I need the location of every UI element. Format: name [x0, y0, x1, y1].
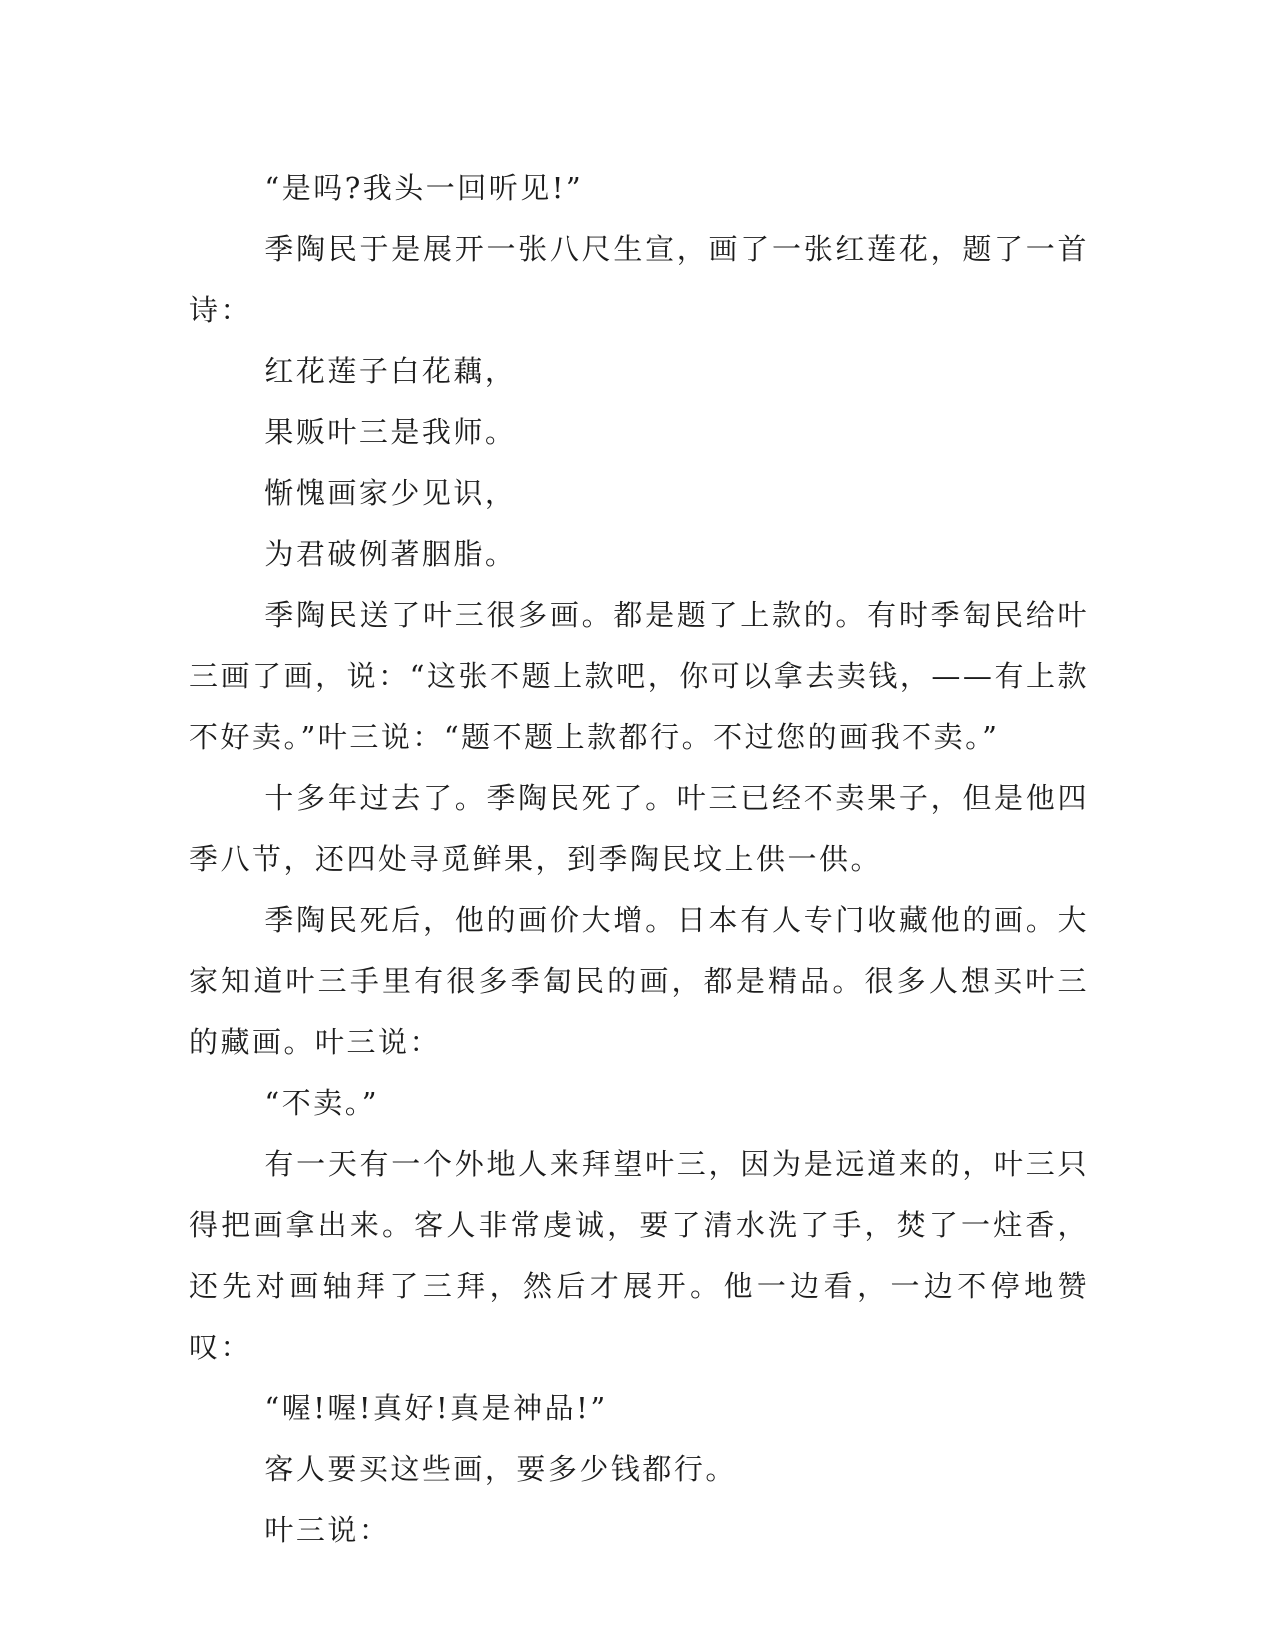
paragraph-praise: “喔!喔!真好!真是神品!” [264, 1391, 608, 1425]
paragraph-not-for-sale: “不卖。” [264, 1086, 380, 1120]
body-text [189, 158, 1089, 1561]
poem-line-2: 果贩叶三是我师。 [264, 415, 517, 449]
paragraph-ye-san-says: 叶三说： [264, 1513, 391, 1547]
paragraph-visitor: 有一天有一个外地人来拜望叶三，因为是远道来的，叶三只得把画拿出来。客人非常虔诚，要了清水洗了手，焚了一炷香，还先对画轴拜了三拜，然后才展开。他一边看，一边不停地赞叹： [189, 1147, 1089, 1364]
paragraph-offer: 客人要买这些画，要多少钱都行。 [264, 1452, 737, 1486]
paragraph-price-rise: 季陶民死后，他的画价大增。日本有人专门收藏他的画。大家知道叶三手里有很多季匐民的画，都是精品。很多人想买叶三的藏画。叶三说： [189, 903, 1089, 1059]
poem-line-4: 为君破例著胭脂。 [264, 537, 517, 571]
poem-line-1: 红花莲子白花藕， [264, 354, 517, 388]
paragraph-gifts: 季陶民送了叶三很多画。都是题了上款的。有时季匋民给叶三画了画，说：“这张不题上款吧，你可以拿去卖钱，——有上款不好卖。”叶三说：“题不题上款都行。不过您的画我不卖。” [189, 598, 1089, 754]
paragraph-years-passed: 十多年过去了。季陶民死了。叶三已经不卖果子，但是他四季八节，还四处寻觅鲜果，到季陶民坟上供一供。 [189, 781, 1089, 876]
paragraph-dialogue-surprise: “是吗?我头一回听见!” [264, 171, 584, 205]
paragraph-painting-lotus: 季陶民于是展开一张八尺生宣，画了一张红莲花，题了一首诗： [189, 232, 1089, 327]
poem-line-3: 惭愧画家少见识， [264, 476, 517, 510]
